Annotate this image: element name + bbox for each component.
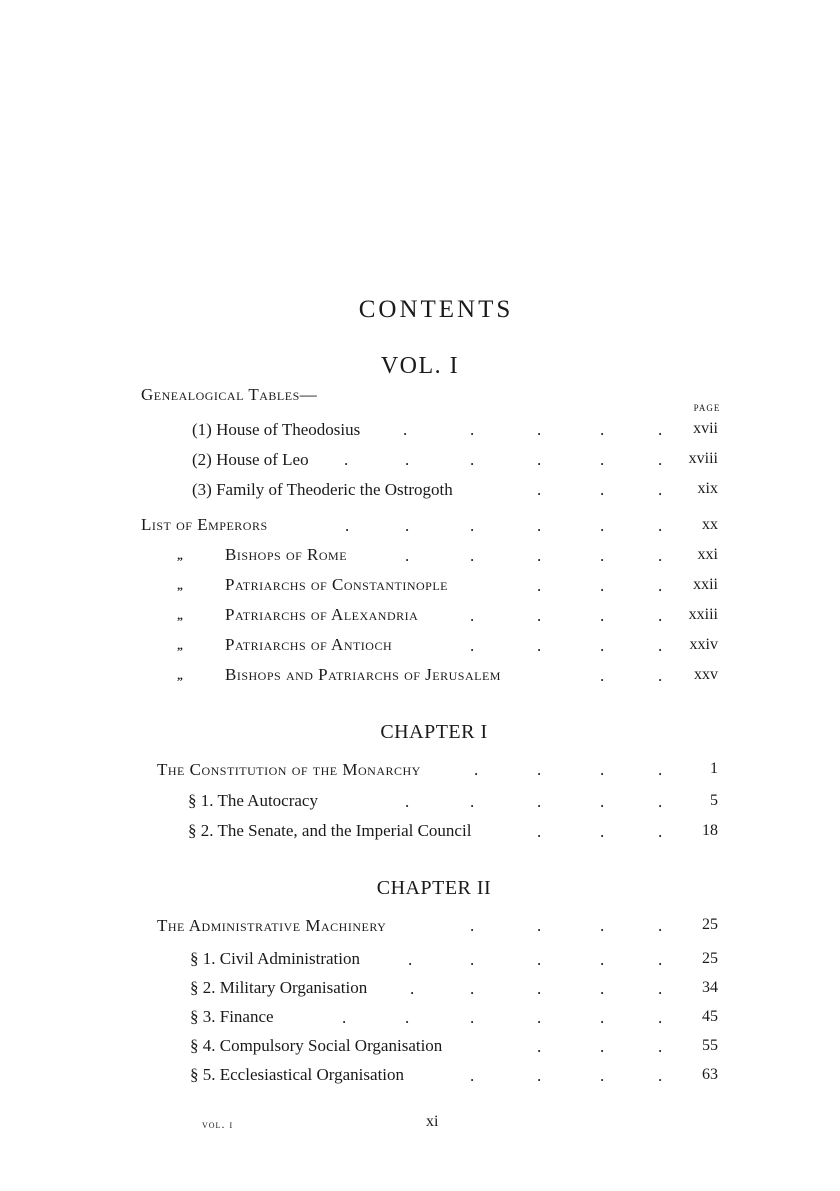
chapter-2-title: CHAPTER II: [376, 877, 492, 899]
toc-entry-list-3[interactable]: Patriarchs of Alexandria: [225, 605, 419, 624]
toc-entry-list-5[interactable]: Bishops and Patriarchs of Jerusalem: [225, 665, 501, 684]
leader-dot: .: [600, 516, 605, 535]
leader-dot: .: [537, 822, 542, 841]
leader-dot: .: [408, 950, 413, 969]
toc-page-number: xxv: [694, 666, 718, 683]
leader-dot: .: [470, 916, 475, 935]
leader-dot: .: [345, 516, 350, 535]
leader-dot: .: [470, 1008, 475, 1027]
toc-entry-genealogical-1[interactable]: [192, 420, 360, 440]
footer-page-number: xi: [426, 1113, 439, 1130]
leader-dot: .: [658, 792, 663, 811]
leader-dot: .: [658, 1037, 663, 1056]
leader-dot: .: [537, 950, 542, 969]
leader-dot: .: [658, 1008, 663, 1027]
leader-dot: .: [600, 760, 605, 779]
leader-dot: .: [658, 516, 663, 535]
leader-dot: .: [537, 606, 542, 625]
leader-dot: .: [600, 450, 605, 469]
toc-page-number: xviii: [688, 450, 718, 467]
toc-page-number: xxiii: [688, 606, 718, 623]
toc-page-number: xx: [702, 516, 718, 533]
leader-dot: .: [658, 576, 663, 595]
leader-dot: .: [470, 792, 475, 811]
list-of-emperors-entry[interactable]: List of Emperors: [141, 515, 268, 534]
toc-entry-label: (2) House of Leo: [192, 450, 309, 469]
leader-dot: .: [600, 480, 605, 499]
leader-dot: .: [658, 420, 663, 439]
toc-entry-list-2[interactable]: Patriarchs of Constantinople: [225, 575, 449, 594]
leader-dot: .: [600, 950, 605, 969]
leader-dot: .: [658, 760, 663, 779]
toc-entry-list-1[interactable]: Bishops of Rome: [225, 545, 348, 564]
leader-dot: .: [658, 450, 663, 469]
leader-dot: .: [658, 979, 663, 998]
leader-dot: .: [658, 636, 663, 655]
leader-dot: .: [600, 576, 605, 595]
ditto-mark: „: [177, 578, 183, 592]
toc-page-number: 25: [702, 916, 718, 933]
leader-dot: .: [658, 606, 663, 625]
chapter-2-heading[interactable]: The Administrative Machinery: [157, 916, 387, 935]
genealogical-tables-heading: Genealogical Tables—: [141, 385, 318, 404]
toc-entry-label: (3) Family of Theoderic the Ostrogoth: [192, 480, 453, 499]
leader-dot: .: [537, 636, 542, 655]
ditto-mark: „: [177, 638, 183, 652]
toc-page-number: xvii: [693, 420, 718, 437]
leader-dot: .: [537, 546, 542, 565]
leader-dot: .: [600, 420, 605, 439]
leader-dot: .: [537, 916, 542, 935]
toc-page-number: 25: [702, 950, 718, 967]
leader-dot: .: [600, 916, 605, 935]
ditto-mark: „: [177, 608, 183, 622]
leader-dot: .: [470, 979, 475, 998]
leader-dot: .: [537, 1037, 542, 1056]
leader-dot: .: [600, 1008, 605, 1027]
leader-dot: .: [537, 760, 542, 779]
toc-page-number: xxii: [693, 576, 718, 593]
leader-dot: .: [405, 516, 410, 535]
toc-entry-chapter-2-section-4[interactable]: § 4. Compulsory Social Organisation: [190, 1036, 443, 1055]
leader-dot: .: [537, 420, 542, 439]
leader-dot: .: [537, 1066, 542, 1085]
leader-dot: .: [403, 420, 408, 439]
leader-dot: .: [658, 822, 663, 841]
toc-entry-chapter-2-section-5[interactable]: § 5. Ecclesiastical Organisation: [190, 1065, 405, 1084]
leader-dot: .: [600, 546, 605, 565]
leader-dot: .: [600, 636, 605, 655]
page-column-label: PAGE: [693, 403, 721, 413]
leader-dot: .: [600, 666, 605, 685]
leader-dot: .: [600, 1037, 605, 1056]
toc-page-number: xix: [697, 480, 718, 497]
volume-heading: VOL. I: [380, 353, 460, 379]
toc-entry-label: (1) House of Theodosius: [192, 420, 361, 439]
leader-dot: .: [537, 450, 542, 469]
toc-entry-list-4[interactable]: Patriarchs of Antioch: [225, 635, 393, 654]
leader-dot: .: [470, 1066, 475, 1085]
leader-dot: .: [658, 480, 663, 499]
toc-page-number: 1: [710, 760, 718, 777]
leader-dot: .: [470, 450, 475, 469]
toc-page-number: 45: [702, 1008, 718, 1025]
leader-dot: .: [658, 666, 663, 685]
toc-page-number: 5: [710, 792, 718, 809]
leader-dot: .: [470, 950, 475, 969]
toc-entry-chapter-1-section-1[interactable]: § 1. The Autocracy: [188, 791, 318, 810]
leader-dot: .: [405, 546, 410, 565]
leader-dot: .: [405, 1008, 410, 1027]
leader-dot: .: [537, 792, 542, 811]
ditto-mark: „: [177, 548, 183, 562]
leader-dot: .: [658, 546, 663, 565]
toc-page-number: xxi: [697, 546, 718, 563]
leader-dot: .: [537, 979, 542, 998]
toc-entry-genealogical-3[interactable]: [192, 480, 453, 500]
leader-dot: .: [470, 420, 475, 439]
toc-entry-chapter-1-section-2[interactable]: § 2. The Senate, and the Imperial Council: [188, 821, 472, 840]
leader-dot: .: [405, 450, 410, 469]
leader-dot: .: [470, 516, 475, 535]
toc-page-number: 63: [702, 1066, 718, 1083]
chapter-1-title: CHAPTER I: [380, 721, 488, 743]
toc-page-number: 18: [702, 822, 718, 839]
leader-dot: .: [600, 1066, 605, 1085]
toc-entry-chapter-2-section-1[interactable]: § 1. Civil Administration: [190, 949, 361, 968]
leader-dot: .: [600, 979, 605, 998]
toc-page-number: 55: [702, 1037, 718, 1054]
leader-dot: .: [537, 516, 542, 535]
leader-dot: .: [405, 792, 410, 811]
contents-heading: CONTENTS: [358, 296, 514, 323]
leader-dot: .: [474, 760, 479, 779]
leader-dot: .: [537, 576, 542, 595]
footer-signature: vol. i: [202, 1117, 234, 1131]
leader-dot: .: [600, 822, 605, 841]
toc-entry-chapter-2-section-2[interactable]: § 2. Military Organisation: [190, 978, 368, 997]
toc-page-number: 34: [702, 979, 718, 996]
leader-dot: .: [537, 1008, 542, 1027]
leader-dot: .: [658, 1066, 663, 1085]
leader-dot: .: [537, 480, 542, 499]
leader-dot: .: [470, 546, 475, 565]
leader-dot: .: [344, 450, 349, 469]
toc-page-number: xxiv: [689, 636, 718, 653]
leader-dot: .: [470, 606, 475, 625]
leader-dot: .: [658, 916, 663, 935]
leader-dot: .: [658, 950, 663, 969]
toc-entry-chapter-2-section-3[interactable]: § 3. Finance: [190, 1007, 274, 1026]
leader-dot: .: [600, 792, 605, 811]
leader-dot: .: [410, 979, 415, 998]
chapter-1-heading[interactable]: The Constitution of the Monarchy: [157, 760, 421, 779]
leader-dot: .: [600, 606, 605, 625]
toc-entry-genealogical-2[interactable]: [192, 450, 309, 470]
leader-dot: .: [342, 1008, 347, 1027]
leader-dot: .: [470, 636, 475, 655]
ditto-mark: „: [177, 668, 183, 682]
